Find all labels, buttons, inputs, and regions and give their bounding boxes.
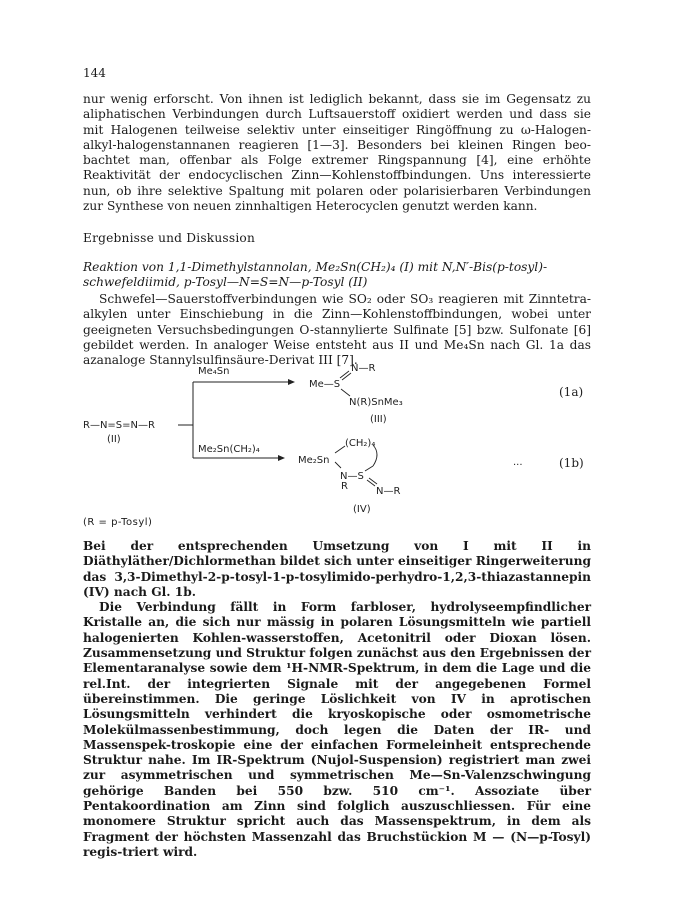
product-b-sn: Me₂Sn	[298, 455, 330, 466]
product-b-ch2: (CH₂)₄	[345, 438, 376, 449]
paragraph-2-section	[83, 292, 591, 368]
arrow-bottom-head	[278, 455, 285, 461]
paragraph-4: Die Verbindung fällt in Form farbloser, hydrolyseempfindlicher Kristalle an, die sich nur mässig in polaren Lösungsmitteln wie partiell halogenierten Kohlen-wasserstoffen, Acetonitril oder Dioxan lösen. Zusammensetzung und Struktur folgen zunächst aus den Ergebnissen der Elementaranalyse sowie dem ¹H-NMR-Spektrum, in dem die Lage und die rel.Int. der integrierten Signale mit der angegebenen Formel übereinstimmen. Die geringe Löslichkeit von IV in aprotischen Lösungsmitteln verhindert die kryoskopische oder osmometrische Molekülmassenbestimmung, doch legen die Daten der IR- und Massenspek-troskopie eine der einfachen Formeleinheit entsprechende Struktur nahe. Im IR-Spektrum (Nujol-Suspension) registriert man zwei zur asymmetrischen und symmetrischen Me—Sn-Valenzschwingung gehörige Banden bei 550 bzw. 510 cm⁻¹. Assoziate über Pentakoordination am Zinn sind folglich auszuschliessen. Für eine monomere Struktur spricht auch das Massenspektrum, in dem als Fragment der höchsten Massenzahl das Bruchstückion M — (N—p-Tosyl) regis-triert wird.	[83, 600, 591, 859]
reagent-bottom: Me₂Sn(CH₂)₄	[198, 444, 260, 455]
product-b-n: N—S	[340, 471, 364, 482]
reaction-scheme	[83, 362, 603, 537]
paragraph-2: Schwefel—Sauerstoffverbindungen wie SO₂ oder SO₃ reagieren mit Zinntetra-alkylen unter Einschiebung in die Zinn—Kohlenstoffbindungen, wobei unter geeigneten Versuchsbedingungen O-stannylierte Sulfinate [5] bzw. Sulfonate [6] gebildet werden. In analoger Weise entsteht aus II und Me₄Sn nach Gl. 1a das azanaloge Stannylsulfinsäure-Derivat III [7].	[83, 292, 591, 368]
arrow-top-head	[288, 379, 295, 385]
equation-1a: (1a)	[559, 385, 584, 399]
body-section	[83, 539, 591, 860]
bond-s-n-2	[342, 373, 351, 380]
product-a-bottom: N(R)SnMe₃	[349, 397, 403, 408]
scheme-legend: (R = p-Tosyl)	[83, 517, 153, 528]
dots: ...	[513, 457, 523, 468]
reaction-scheme-svg	[83, 362, 603, 537]
intro-section	[83, 92, 591, 214]
reactant-label: (II)	[107, 434, 121, 445]
product-a-top: N—R	[351, 363, 376, 374]
bond-s-nr	[341, 389, 350, 396]
equation-1b: (1b)	[559, 456, 584, 470]
bond-s-nr-b1	[367, 480, 375, 486]
intro-paragraph: nur wenig erforscht. Von ihnen ist lediglich bekannt, dass sie im Gegensatz zu aliphatischen Verbindungen durch Luftsauerstoff oxidiert werden und dass sie mit Halogenen teilweise selektiv unter einseitiger Ringöffnung zu ω-Halogen-alkyl-halogenstannanen reagieren [1—3]. Besonders bei kleinen Ringen beo-bachtet man, offenbar als Folge extremer Ringspannung [4], eine erhöhte Reaktivität der endocyclischen Zinn—Kohlenstoffbindungen. Uns interessierte nun, ob ihre selektive Spaltung mit polaren oder polarisierbaren Verbindungen zur Synthese von neuen zinnhaltigen Heterocyclen genutzt werden kann.	[83, 92, 591, 214]
product-b-label: (IV)	[353, 504, 371, 515]
bond-s-ring	[365, 466, 373, 471]
product-a-left: Me—S	[309, 379, 341, 390]
bond-s-n-1	[340, 371, 349, 378]
product-b-nr: N—R	[376, 486, 401, 497]
bond-sn-n	[335, 462, 341, 468]
reactant-formula: R—N=S=N—R	[83, 420, 155, 431]
bond-sn-ch2	[335, 446, 345, 453]
section-heading: Ergebnisse und Diskussion	[83, 231, 256, 245]
paragraph-3: Bei der entsprechenden Umsetzung von I mit II in Diäthyläther/Dichlormethan bildet sich unter einseitiger Ringerweiterung das 3,3-Dimethyl-2-p-tosyl-1-p-tosylimido-perhydro-1,2,3-thiazastannepin (IV) nach Gl. 1b.	[83, 539, 591, 599]
product-b-r: R	[341, 481, 348, 492]
page-number: 144	[83, 66, 106, 80]
reagent-top: Me₄Sn	[198, 366, 230, 377]
reaction-subheading: Reaktion von 1,1-Dimethylstannolan, Me₂Sn(CH₂)₄ (I) mit N,N′-Bis(p-tosyl)-schwefeldiimid, p-Tosyl—N=S=N—p-Tosyl (II)	[83, 260, 548, 290]
bond-s-nr-b2	[369, 478, 377, 484]
product-a-label: (III)	[370, 414, 387, 425]
